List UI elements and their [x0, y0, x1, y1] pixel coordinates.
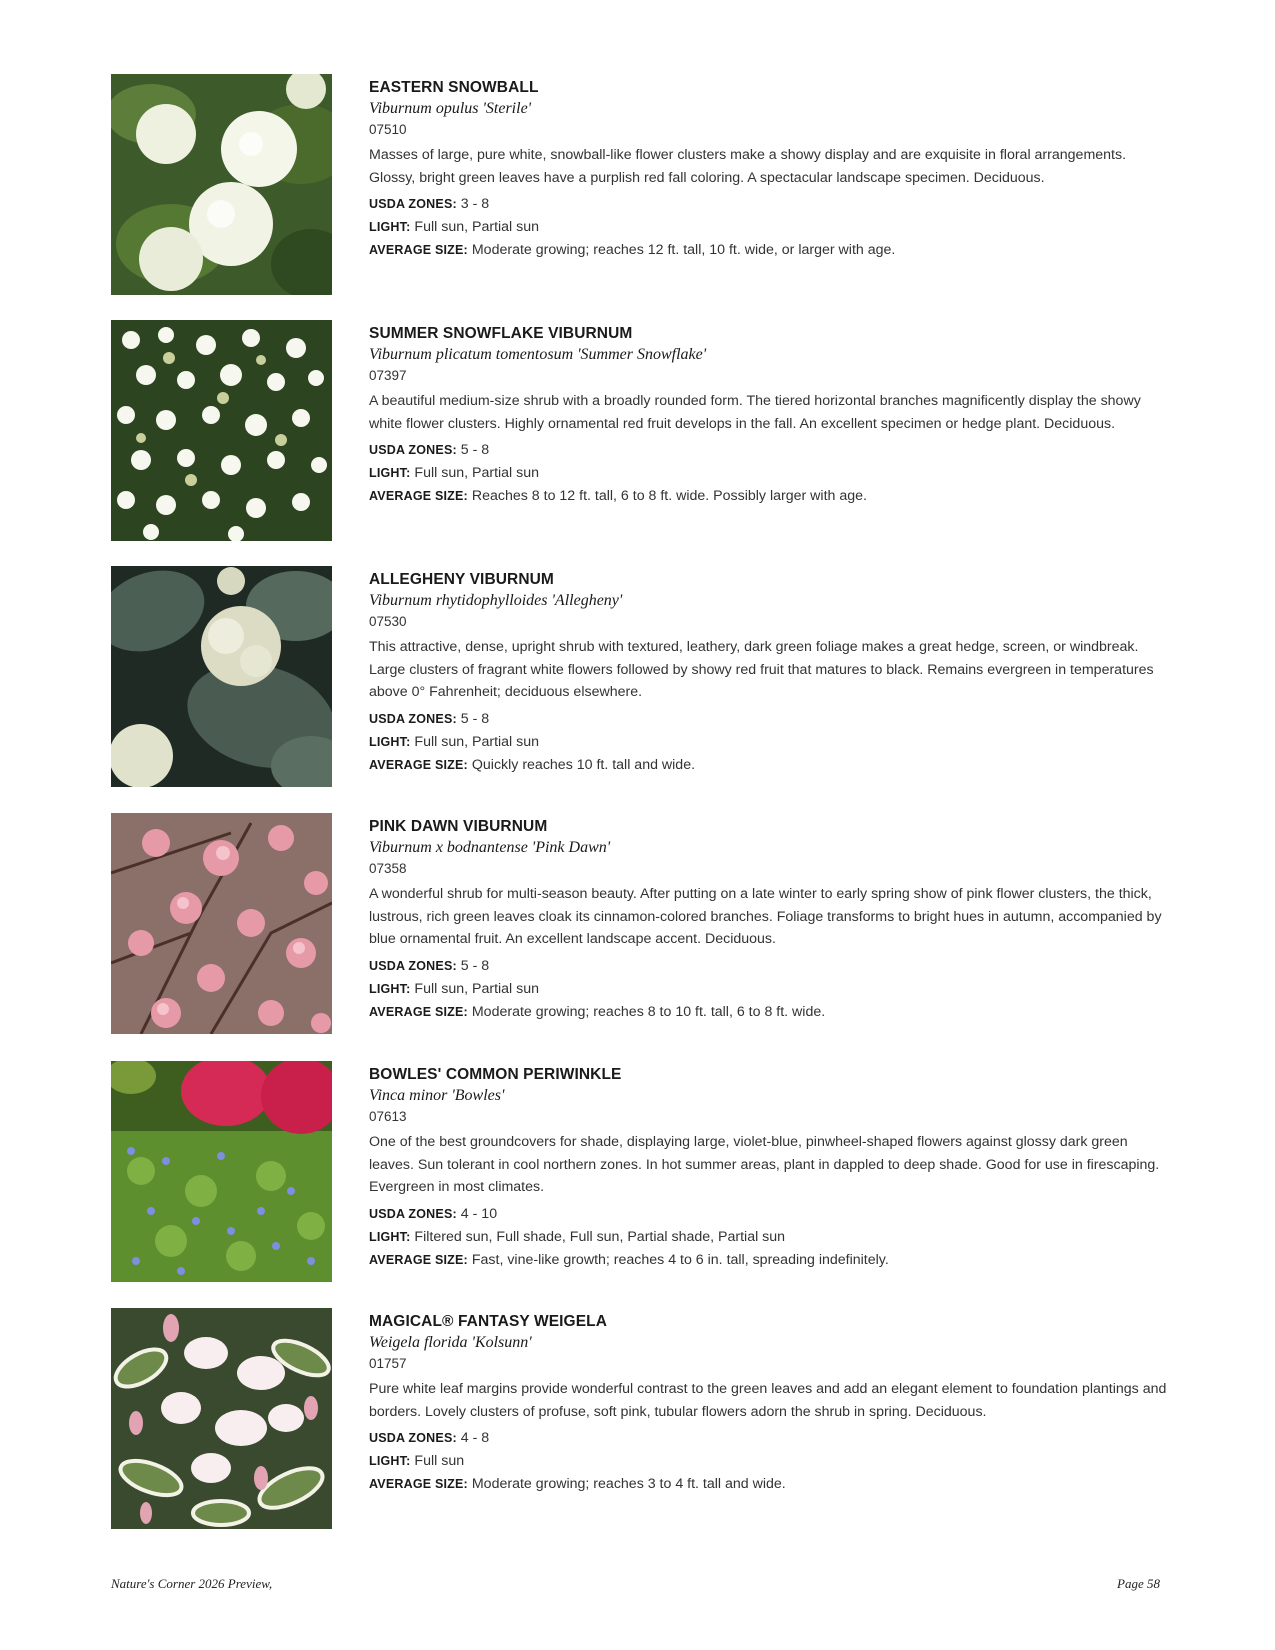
usda-zones-value: 3 - 8 [456, 196, 490, 212]
light-label: LIGHT: [369, 734, 411, 749]
plant-entry-allegheny-viburnum [111, 566, 1171, 788]
usda-zones [369, 955, 1169, 978]
average-size-label: AVERAGE SIZE: [369, 243, 468, 257]
average-size-value: Fast, vine-like growth; reaches 4 to 6 in. tall, spreading indefinitely. [467, 1251, 889, 1268]
usda-zones [369, 1427, 1169, 1450]
light-label: LIGHT: [369, 466, 411, 480]
botanical-name: Viburnum opulus 'Sterile' [369, 100, 532, 117]
plant-name: EASTERN SNOWBALL [369, 79, 539, 96]
usda-zones-label: USDA ZONES: [369, 1206, 457, 1221]
plant-description: A wonderful shrub for multi-season beauty. After putting on a late winter to early spring show of pink flower clusters, the thick, lustrous, rich green leaves cloak its cinnamon-colored branches. Foliage transforms to bright hues in autumn, accompanied by blue ornamental fruit. An excellent landscape accent. Deciduous. [369, 886, 1162, 947]
footer-publication: Nature's Corner 2026 Preview, [111, 1576, 273, 1591]
item-code: 07358 [369, 861, 407, 876]
plant-entry-pink-dawn-viburnum [111, 813, 1171, 1035]
botanical-name: Vinca minor 'Bowles' [369, 1087, 505, 1104]
average-size [369, 1249, 1169, 1272]
light-value: Full sun, Partial sun [410, 733, 540, 750]
light-label: LIGHT: [369, 981, 411, 996]
average-size-value: Moderate growing; reaches 12 ft. tall, 10 ft. wide, or larger with age. [467, 242, 896, 258]
average-size-value: Quickly reaches 10 ft. tall and wide. [467, 756, 696, 773]
plant-description: Pure white leaf margins provide wonderful contrast to the green leaves and add an elegant element to foundation plantings and borders. Lovely clusters of profuse, soft pink, tubular flowers adorn the shrub in spring. Deciduous. [369, 1381, 1167, 1420]
botanical-name: Viburnum plicatum tomentosum 'Summer Snowflake' [369, 346, 707, 363]
item-code: 07397 [369, 368, 407, 383]
plant-description: A beautiful medium-size shrub with a broadly rounded form. The tiered horizontal branches magnificently display the showy white flower clusters. Highly ornamental red fruit develops in the fall. An excellent specimen or hedge plant. Deciduous. [369, 393, 1141, 432]
usda-zones-value: 4 - 10 [456, 1205, 498, 1222]
light-label: LIGHT: [369, 1454, 411, 1468]
item-code: 01757 [369, 1356, 407, 1371]
pink-dawn-viburnum-details [369, 817, 1169, 1024]
light-value: Full sun [410, 1453, 465, 1469]
usda-zones-label: USDA ZONES: [369, 443, 457, 457]
light-value: Filtered sun, Full shade, Full sun, Partial shade, Partial sun [410, 1228, 786, 1245]
average-size [369, 239, 1169, 262]
allegheny-viburnum-photo [111, 566, 332, 787]
eastern-snowball-photo [111, 74, 332, 295]
average-size-value: Moderate growing; reaches 8 to 10 ft. tall, 6 to 8 ft. wide. [467, 1003, 826, 1020]
usda-zones [369, 439, 1169, 462]
footer-page-number: Page 58 [1117, 1576, 1160, 1591]
bowles-periwinkle-photo [111, 1061, 332, 1282]
plant-entry-magical-fantasy-weigela [111, 1308, 1171, 1530]
light-value: Full sun, Partial sun [410, 465, 540, 481]
average-size-label: AVERAGE SIZE: [369, 757, 468, 772]
average-size-label: AVERAGE SIZE: [369, 1477, 468, 1491]
plant-description: This attractive, dense, upright shrub with textured, leathery, dark green foliage makes a great hedge, screen, or windbreak. Large clusters of fragrant white flowers followed by showy red fruit that matures to black. Remains evergreen in temperatures above 0° Fahrenheit; deciduous elsewhere. [369, 639, 1154, 700]
usda-zones-label: USDA ZONES: [369, 958, 457, 973]
light [369, 462, 1169, 485]
light [369, 731, 1169, 754]
item-code: 07613 [369, 1109, 407, 1124]
plant-name: SUMMER SNOWFLAKE VIBURNUM [369, 325, 633, 342]
light-label: LIGHT: [369, 1229, 411, 1244]
average-size-value: Reaches 8 to 12 ft. tall, 6 to 8 ft. wide. Possibly larger with age. [467, 488, 867, 504]
light [369, 1450, 1169, 1473]
plant-entry-bowles-periwinkle [111, 1061, 1171, 1283]
average-size [369, 485, 1169, 508]
pink-dawn-viburnum-photo [111, 813, 332, 1034]
light [369, 1226, 1169, 1249]
eastern-snowball-details [369, 78, 1169, 262]
plant-name: MAGICAL® FANTASY WEIGELA [369, 1313, 607, 1330]
plant-description: Masses of large, pure white, snowball-like flower clusters make a showy display and are exquisite in floral arrangements. Glossy, bright green leaves have a purplish red fall coloring. A spectacular landscape specimen. Deciduous. [369, 147, 1127, 186]
bowles-periwinkle-details [369, 1065, 1169, 1272]
usda-zones-label: USDA ZONES: [369, 711, 457, 726]
botanical-name: Viburnum x bodnantense 'Pink Dawn' [369, 839, 611, 856]
plant-name: PINK DAWN VIBURNUM [369, 818, 548, 835]
average-size [369, 754, 1169, 777]
light [369, 978, 1169, 1001]
item-code: 07530 [369, 614, 407, 629]
botanical-name: Weigela florida 'Kolsunn' [369, 1334, 532, 1351]
usda-zones-value: 5 - 8 [456, 710, 490, 727]
plant-entry-eastern-snowball [111, 74, 1171, 296]
usda-zones [369, 1203, 1169, 1226]
magical-fantasy-weigela-photo [111, 1308, 332, 1529]
plant-name: ALLEGHENY VIBURNUM [369, 571, 554, 588]
usda-zones-value: 5 - 8 [456, 957, 490, 974]
item-code: 07510 [369, 122, 407, 137]
summer-snowflake-photo [111, 320, 332, 541]
plant-description: One of the best groundcovers for shade, displaying large, violet-blue, pinwheel-shaped flowers against glossy dark green leaves. Sun tolerant in cool northern zones. In hot summer areas, plant in dappled to deep shade. Good for use in firescaping. Evergreen in most climates. [369, 1134, 1160, 1195]
light-label: LIGHT: [369, 220, 411, 234]
average-size-label: AVERAGE SIZE: [369, 1004, 468, 1019]
magical-fantasy-weigela-details [369, 1312, 1169, 1496]
average-size-label: AVERAGE SIZE: [369, 1252, 468, 1267]
allegheny-viburnum-details [369, 570, 1169, 777]
usda-zones-label: USDA ZONES: [369, 197, 457, 211]
summer-snowflake-details [369, 324, 1169, 508]
average-size-label: AVERAGE SIZE: [369, 489, 468, 503]
plant-entry-summer-snowflake [111, 320, 1171, 542]
botanical-name: Viburnum rhytidophylloides 'Allegheny' [369, 592, 623, 609]
average-size [369, 1473, 1169, 1496]
light-value: Full sun, Partial sun [410, 219, 540, 235]
light [369, 216, 1169, 239]
usda-zones [369, 193, 1169, 216]
plant-name: BOWLES' COMMON PERIWINKLE [369, 1066, 622, 1083]
average-size [369, 1001, 1169, 1024]
usda-zones-value: 5 - 8 [456, 442, 490, 458]
usda-zones-value: 4 - 8 [456, 1430, 490, 1446]
average-size-value: Moderate growing; reaches 3 to 4 ft. tall and wide. [467, 1476, 786, 1492]
light-value: Full sun, Partial sun [410, 980, 540, 997]
usda-zones-label: USDA ZONES: [369, 1431, 457, 1445]
usda-zones [369, 708, 1169, 731]
